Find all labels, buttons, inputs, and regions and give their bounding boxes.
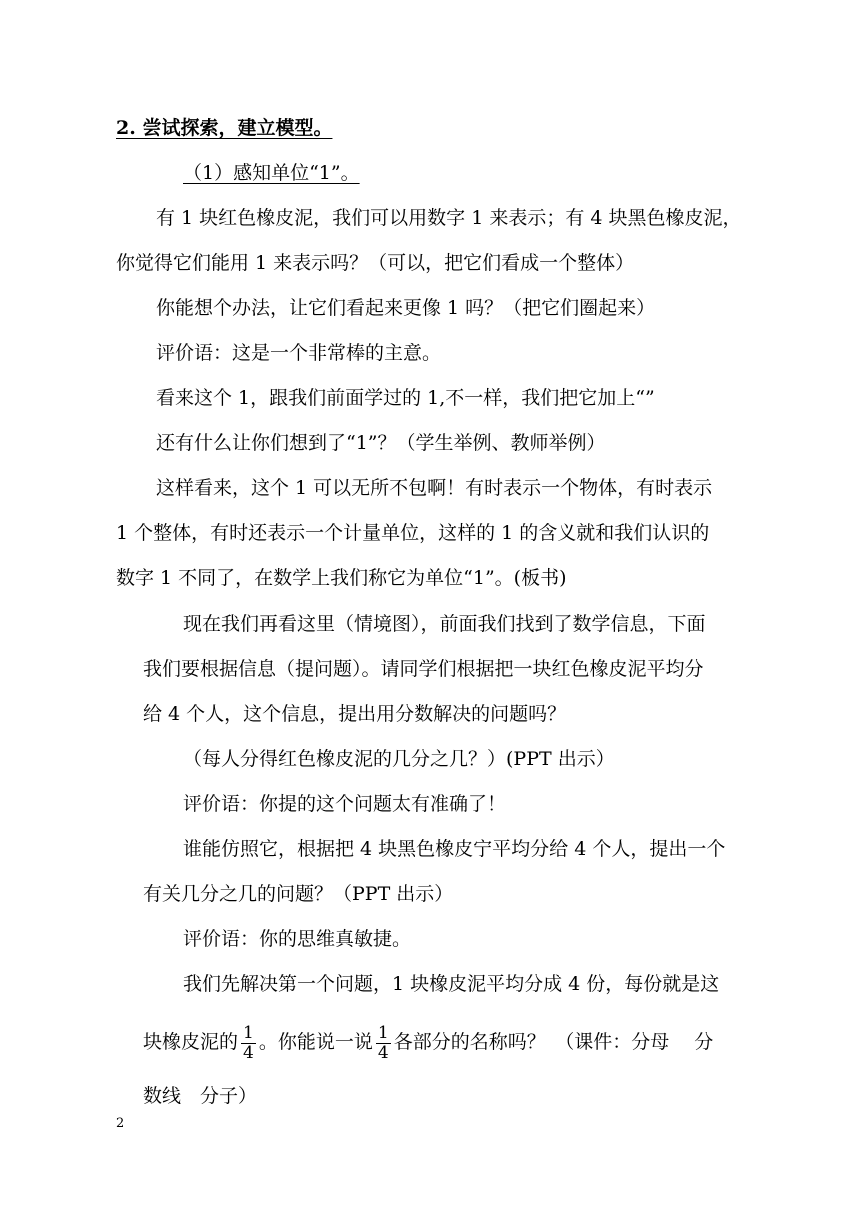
text-segment: 块橡皮泥的	[143, 1031, 239, 1053]
paragraph-line: （每人分得红色橡皮泥的几分之几？）(PPT 出示）	[183, 748, 615, 770]
subheading: （1）感知单位“1”。	[183, 162, 360, 184]
paragraph-line: 你能想个办法，让它们看起来更像 1 吗？（把它们圈起来）	[156, 297, 656, 319]
paragraph-line: 我们先解决第一个问题，1 块橡皮泥平均分成 4 份，每份就是这	[183, 973, 720, 995]
fraction-one-quarter	[376, 1024, 391, 1063]
text-segment: 。你能说一说	[258, 1031, 373, 1053]
fraction-denominator: 4	[377, 1042, 389, 1063]
paragraph-line: 1 个整体，有时还表示一个计量单位，这样的 1 的含义就和我们认识的	[116, 522, 710, 544]
fraction-one-quarter	[241, 1024, 256, 1063]
fraction-numerator: 1	[377, 1022, 389, 1043]
paragraph-line: 这样看来，这个 1 可以无所不包啊！有时表示一个物体，有时表示	[156, 477, 713, 499]
paragraph-line: 你觉得它们能用 1 来表示吗？（可以，把它们看成一个整体）	[116, 252, 635, 274]
paragraph-line: 数字 1 不同了，在数学上我们称它为单位“1”。(板书)	[116, 567, 567, 589]
paragraph-line: 还有什么让你们想到了“1”？（学生举例、教师举例）	[156, 432, 606, 454]
fraction-numerator: 1	[243, 1022, 254, 1043]
paragraph-line: 谁能仿照它，根据把 4 块黑色橡皮宁平均分给 4 个人，提出一个	[183, 838, 726, 860]
paragraph-line: 评价语：你的思维真敏捷。	[183, 928, 412, 950]
paragraph-line-with-fractions	[143, 1020, 713, 1064]
fraction-denominator: 4	[243, 1042, 254, 1063]
paragraph-line: 我们要根据信息（提问题）。请同学们根据把一块红色橡皮泥平均分	[143, 658, 704, 680]
paragraph-line: 评价语：你提的这个问题太有准确了！	[183, 793, 507, 815]
paragraph-line: 有 1 块红色橡皮泥，我们可以用数字 1 来表示；有 4 块黑色橡皮泥，	[156, 207, 742, 229]
text-segment: 各部分的名称吗？ （课件：分母 分	[393, 1031, 714, 1053]
paragraph-line: 看来这个 1，跟我们前面学过的 1,不一样，我们把它加上“”	[156, 387, 655, 409]
page-number: 2	[116, 1116, 125, 1131]
section-heading: 2. 尝试探索，建立模型。	[116, 117, 333, 139]
paragraph-line: 有关几分之几的问题？（PPT 出示）	[143, 883, 454, 905]
paragraph-line: 评价语：这是一个非常棒的主意。	[156, 342, 442, 364]
paragraph-line: 数线 分子）	[143, 1085, 258, 1107]
paragraph-line: 现在我们再看这里（情境图），前面我们找到了数学信息，下面	[183, 613, 706, 635]
paragraph-line: 给 4 个人，这个信息，提出用分数解决的问题吗？	[143, 703, 567, 725]
